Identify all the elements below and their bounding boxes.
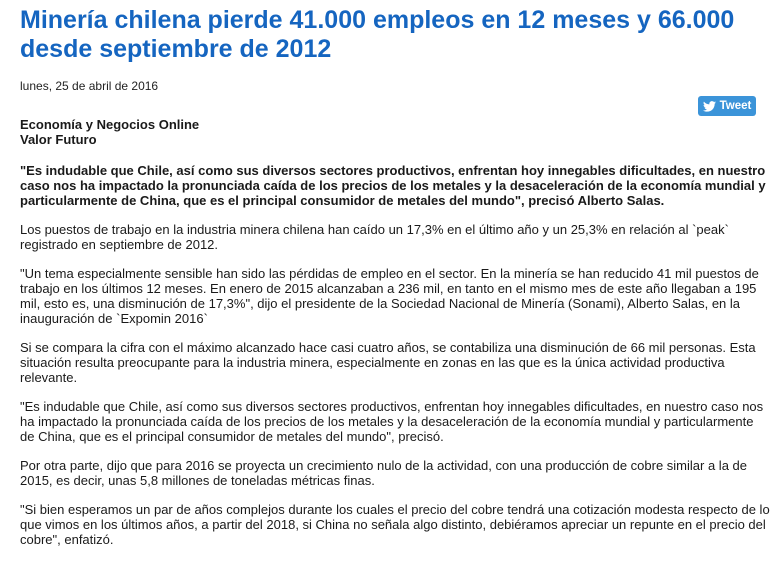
body-paragraph: Por otra parte, dijo que para 2016 se proyecta un crecimiento nulo de la actividad, con una producción de cobre similar a la de 2015, es decir, unas 5,8 millones de toneladas métricas finas. [20,458,747,488]
body-paragraph: Los puestos de trabajo en la industria minera chilena han caído un 17,3% en el último año y un 25,3% en relación al `peak` registrado en septiembre de 2012. [20,222,729,252]
byline [20,117,199,147]
article-source: Economía y Negocios Online [20,117,200,132]
article-body [20,163,770,561]
twitter-bird-icon [703,101,716,112]
article-date: lunes, 25 de abril de 2016 [20,79,159,93]
tweet-label: Tweet [719,100,752,112]
tweet-button[interactable] [698,96,756,116]
body-paragraph: "Un tema especialmente sensible han sido las pérdidas de empleo en el sector. En la minería se han reducido 41 mil puestos de trabajo en los últimos 12 meses. En enero de 2015 alcanzaban a 236 mil, en tanto en el mismo mes de este año llegaban a 195 mil, esto es, una disminución de 17,3%", dijo el presidente de la Sociedad Nacional de Minería (Sonami), Alberto Salas, en la inauguración de `Expomin 2016` [20,266,759,326]
article-author: Valor Futuro [20,132,97,147]
article-title: Minería chilena pierde 41.000 empleos en 12 meses y 66.000 desde septiembre de 2012 [20,6,735,63]
body-paragraph: "Si bien esperamos un par de años complejos durante los cuales el precio del cobre tendrá una cotización modesta respecto de lo que vimos en los últimos años, a partir del 2018, si China no señala algo distinto, debiéramos apreciar un repunte en el precio del cobre", enfatizó. [20,502,770,547]
lead-paragraph: "Es indudable que Chile, así como sus diversos sectores productivos, enfrentan hoy innegables dificultades, en nuestro caso nos ha impactado la pronunciada caída de los precios de los metales y la desaceleración de la economía mundial y particularmente de China, que es el principal consumidor de metales del mundo", precisó Alberto Salas. [20,163,766,208]
body-paragraph: "Es indudable que Chile, así como sus diversos sectores productivos, enfrentan hoy innegables dificultades, en nuestro caso nos ha impactado la pronunciada caída de los precios de los metales y la desaceleración de la economía mundial y particularmente de China, que es el principal consumidor de metales del mundo", precisó. [20,399,764,444]
body-paragraph: Si se compara la cifra con el máximo alcanzado hace casi cuatro años, se contabiliza una disminución de 66 mil personas. Esta situación resulta preocupante para la industria minera, especialmente en zonas en las que es la única actividad productiva relevante. [20,340,756,385]
